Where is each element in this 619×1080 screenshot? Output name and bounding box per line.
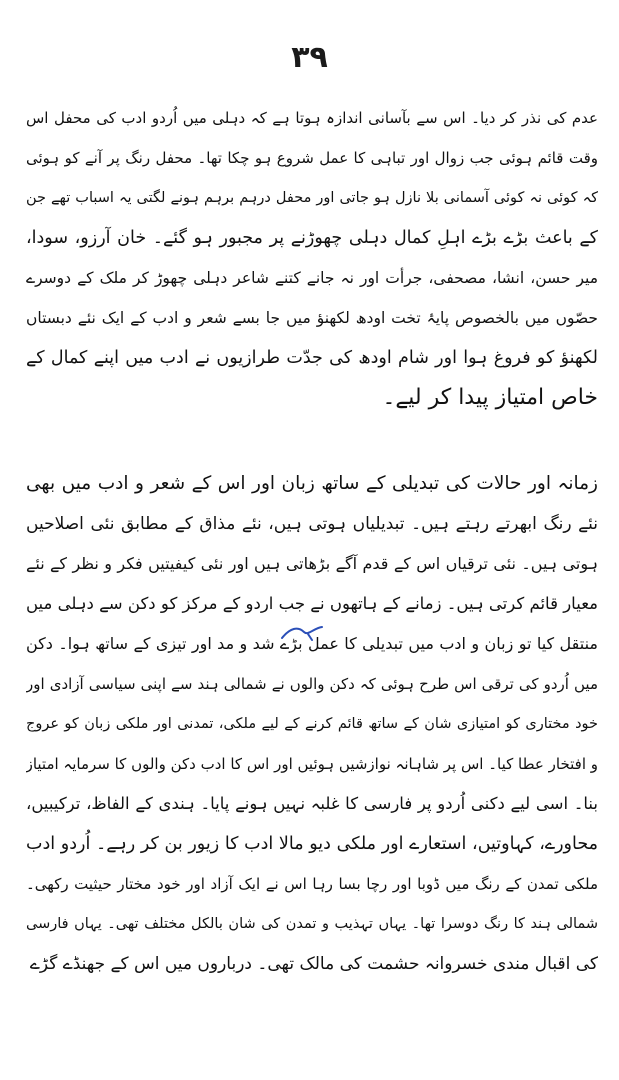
text-line: خاص امتیاز پیدا کر لیے۔ xyxy=(382,385,598,410)
text-line: میر حسن، انشا، مصحفی، جرأت اور نہ جانے کتنے شاعر دہلی چھوڑ کر ملک کے دوسرے xyxy=(26,269,598,287)
text-line: ملکی تمدن کے رنگ میں ڈوبا اور رچا بسا رہا اس نے ایک آزاد اور خود مختار حیثیت رکھی۔ xyxy=(26,875,598,893)
paragraph-1 xyxy=(26,98,598,418)
text-line: کی اقبال مندی خسروانہ حشمت کی مالک تھی۔ درباروں میں اس کے جھنڈے گڑے xyxy=(29,954,598,974)
text-line: نئے رنگ ابھرتے رہتے ہیں۔ تبدیلیاں ہوتی ہیں، نئے مذاق کے مطابق نئی اصلاحیں xyxy=(26,514,598,534)
text-line: منتقل کیا تو زبان و ادب میں تبدیلی کا عمل بڑے شد و مد اور تیزی کے ساتھ ہوا۔ دکن xyxy=(26,634,598,653)
text-line: شمالی ہند کا رنگ دوسرا تھا۔ یہاں تہذیب و تمدن کی شان بالکل مختلف تھی۔ یہاں فارسی xyxy=(26,916,598,932)
text-line: لکھنؤ کو فروغ ہوا اور شام اودھ کی جدّت طرازیوں نے ادب میں اپنے کمال کے xyxy=(26,348,598,368)
text-line: معیار قائم کرتی ہیں۔ زمانے کے ہاتھوں نے جب اردو کے مرکز کو دکن سے دہلی میں xyxy=(26,594,598,613)
text-line: کہ کوئی نہ کوئی آسمانی بلا نازل ہو جاتی اور محفل درہم برہم ہونے لگتی یہ اسباب تھے جن xyxy=(26,190,598,206)
text-line: زمانہ اور حالات کی تبدیلی کے ساتھ زبان اور اس کے شعر و ادب میں بھی xyxy=(26,473,598,494)
paragraph-2 xyxy=(26,464,598,984)
text-line: عدم کی نذر کر دیا۔ اس سے بآسانی اندازہ ہوتا ہے کہ دہلی میں اُردو ادب کی محفل اس xyxy=(26,109,598,127)
text-line: وقت قائم ہوئی جب زوال اور تباہی کا عمل شروع ہو چکا تھا۔ محفل رنگ پر آنے کو ہوئی xyxy=(26,149,598,167)
text-line: بنا۔ اسی لیے دکنی اُردو پر فارسی کا غلبہ نہیں ہونے پایا۔ ہندی کے الفاظ، ترکیبیں، xyxy=(26,794,598,813)
page-number: ۳۹ xyxy=(291,40,328,75)
text-line: و افتخار عطا کیا۔ اس پر شاہانہ نوازشیں ہوئیں اور اس کا ادب دکن والوں کا سرمایہ امتیاز xyxy=(26,755,598,773)
text-line: حصّوں میں بالخصوص پایۂ تخت اودھ لکھنؤ میں جا بسے شعر و ادب کے ایک نئے دبستاں xyxy=(26,309,598,327)
text-line: کے باعث بڑے بڑے اہلِ کمال دہلی چھوڑنے پر مجبور ہو گئے۔ خان آرزو، سودا، xyxy=(26,228,598,248)
text-line: خود مختاری کو امتیازی شان کے ساتھ قائم کرنے کے لیے ملکی، تمدنی اور ملکی زبان کو عروج xyxy=(26,716,598,732)
text-line: محاورے، کہاوتیں، استعارے اور ملکی دیو مالا ادب کا زیور بن کر رہے۔ اُردو ادب xyxy=(26,834,598,854)
text-line: ہوتی ہیں۔ نئی ترقیاں اس کے قدم آگے بڑھاتی ہیں اور نئی کیفیتیں فکر و نظر کے نئے xyxy=(26,554,598,573)
text-line: میں اُردو کی ترقی اس طرح ہوئی کہ دکن والوں نے شمالی ہند سے اپنی سیاسی آزادی اور xyxy=(26,675,598,693)
